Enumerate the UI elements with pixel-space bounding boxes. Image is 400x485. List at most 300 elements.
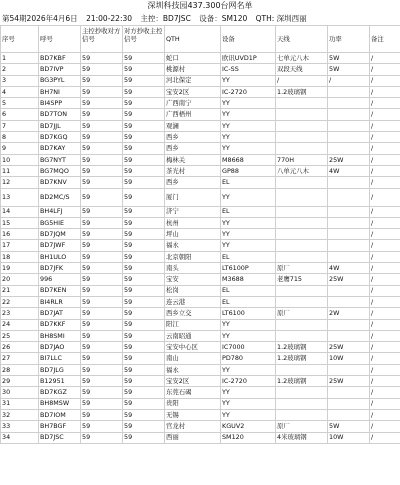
- table-row: [1, 240, 400, 251]
- cell-rst-sent: 59: [81, 432, 123, 443]
- cell-no: 16: [1, 229, 39, 240]
- cell-rst-sent: 59: [81, 274, 123, 285]
- cell-remarks: /: [370, 353, 400, 364]
- cell-equipment: 欧讯UVD1P: [221, 53, 276, 64]
- cell-qth: 无锡: [165, 409, 221, 420]
- cell-call: BH4LFJ: [39, 206, 81, 217]
- cell-qth: 济宁: [165, 206, 221, 217]
- cell-rst-recv: 59: [123, 64, 165, 75]
- cell-remarks: /: [370, 240, 400, 251]
- cell-no: 12: [1, 177, 39, 188]
- cell-antenna: 七单元八木: [276, 53, 328, 64]
- cell-power: [328, 132, 370, 143]
- cell-call: BG5HIE: [39, 217, 81, 228]
- cell-qth: 阳江: [165, 319, 221, 330]
- cell-no: 20: [1, 274, 39, 285]
- cell-call: BD7KNV: [39, 177, 81, 188]
- cell-remarks: /: [370, 53, 400, 64]
- cell-power: 5W: [328, 421, 370, 432]
- cell-call: BD2MC/S: [39, 188, 81, 206]
- cell-rst-recv: 59: [123, 251, 165, 262]
- cell-remarks: /: [370, 387, 400, 398]
- cell-equipment: YY: [221, 98, 276, 109]
- header-remarks: 备注: [370, 26, 400, 53]
- cell-antenna: 770H: [276, 154, 328, 165]
- cell-remarks: /: [370, 285, 400, 296]
- cell-qth: 西乡: [165, 132, 221, 143]
- cell-rst-sent: 59: [81, 64, 123, 75]
- cell-call: BD7KGQ: [39, 132, 81, 143]
- cell-power: [328, 364, 370, 375]
- cell-antenna: [276, 319, 328, 330]
- header-no: 序号: [1, 26, 39, 53]
- cell-power: 25W: [328, 274, 370, 285]
- table-row: [1, 188, 400, 206]
- cell-qth: 宝安中心区: [165, 342, 221, 353]
- cell-power: [328, 285, 370, 296]
- cell-equipment: SM120: [221, 432, 276, 443]
- cell-remarks: /: [370, 132, 400, 143]
- cell-rst-sent: 59: [81, 154, 123, 165]
- cell-remarks: /: [370, 319, 400, 330]
- cell-equipment: EL: [221, 206, 276, 217]
- cell-remarks: /: [370, 409, 400, 420]
- table-row: [1, 75, 400, 86]
- cell-remarks: /: [370, 364, 400, 375]
- table-header-row: [1, 26, 400, 53]
- cell-no: 19: [1, 263, 39, 274]
- cell-qth: 宝安2区: [165, 376, 221, 387]
- cell-call: BD7KGZ: [39, 387, 81, 398]
- cell-rst-recv: 59: [123, 421, 165, 432]
- cell-rst-recv: 59: [123, 109, 165, 120]
- cell-power: 10W: [328, 432, 370, 443]
- cell-call: BD7KKF: [39, 319, 81, 330]
- sheet-title: 深圳科技园437.300台网名单: [147, 1, 253, 10]
- cell-antenna: [276, 143, 328, 154]
- cell-no: 32: [1, 409, 39, 420]
- table-row: [1, 251, 400, 262]
- table-row: [1, 308, 400, 319]
- table-row: [1, 154, 400, 165]
- cell-call: BG7MQO: [39, 165, 81, 176]
- cell-qth: 松岗: [165, 285, 221, 296]
- cell-qth: 宝安2区: [165, 86, 221, 97]
- table-row: [1, 53, 400, 64]
- cell-power: [328, 206, 370, 217]
- table-row: [1, 409, 400, 420]
- cell-call: BG3PYL: [39, 75, 81, 86]
- cell-no: 28: [1, 364, 39, 375]
- host-qth: QTH: 深圳西丽: [255, 14, 307, 23]
- table-row: [1, 364, 400, 375]
- cell-antenna: 双段天线: [276, 64, 328, 75]
- cell-power: [328, 188, 370, 206]
- cell-rst-recv: 59: [123, 206, 165, 217]
- cell-no: 21: [1, 285, 39, 296]
- table-row: [1, 206, 400, 217]
- cell-antenna: 老鹰715: [276, 274, 328, 285]
- cell-no: 31: [1, 398, 39, 409]
- cell-rst-recv: 59: [123, 296, 165, 307]
- cell-qth: 北京朝阳: [165, 251, 221, 262]
- cell-call: B12951: [39, 376, 81, 387]
- host-equipment: 设备：SM120: [199, 14, 248, 23]
- cell-equipment: GP88: [221, 165, 276, 176]
- table-row: [1, 86, 400, 97]
- cell-qth: 东莞石碣: [165, 387, 221, 398]
- roster-body: [1, 53, 400, 444]
- table-row: [1, 143, 400, 154]
- cell-rst-recv: 59: [123, 376, 165, 387]
- cell-power: [328, 387, 370, 398]
- cell-call: BD7JWF: [39, 240, 81, 251]
- table-row: [1, 421, 400, 432]
- cell-equipment: M3688: [221, 274, 276, 285]
- cell-power: [328, 120, 370, 131]
- cell-call: BD7IOM: [39, 409, 81, 420]
- cell-remarks: /: [370, 263, 400, 274]
- cell-equipment: LT6100P: [221, 263, 276, 274]
- cell-no: 13: [1, 188, 39, 206]
- cell-remarks: /: [370, 206, 400, 217]
- cell-rst-recv: 59: [123, 98, 165, 109]
- session-time: 21:00-22:30: [86, 14, 133, 23]
- cell-power: 25W: [328, 342, 370, 353]
- cell-qth: 宝安: [165, 274, 221, 285]
- cell-remarks: /: [370, 154, 400, 165]
- cell-call: BG7NYT: [39, 154, 81, 165]
- cell-call: BD7KEN: [39, 285, 81, 296]
- table-row: [1, 319, 400, 330]
- header-rst-recv: 对方抄收主控信号: [123, 26, 165, 53]
- cell-call: BI7LLC: [39, 353, 81, 364]
- cell-call: BH1ULO: [39, 251, 81, 262]
- cell-qth: 广西梧州: [165, 109, 221, 120]
- cell-remarks: /: [370, 188, 400, 206]
- cell-no: 6: [1, 109, 39, 120]
- cell-call: BD7KAY: [39, 143, 81, 154]
- cell-rst-sent: 59: [81, 376, 123, 387]
- cell-rst-recv: 59: [123, 398, 165, 409]
- cell-qth: 贵阳: [165, 398, 221, 409]
- cell-antenna: [276, 330, 328, 341]
- cell-antenna: [276, 409, 328, 420]
- table-row: [1, 274, 400, 285]
- cell-antenna: [276, 387, 328, 398]
- cell-rst-sent: 59: [81, 165, 123, 176]
- header-equipment: 设备: [221, 26, 276, 53]
- cell-qth: 西丽: [165, 432, 221, 443]
- cell-call: BD7JAO: [39, 342, 81, 353]
- cell-remarks: /: [370, 120, 400, 131]
- cell-rst-recv: 59: [123, 217, 165, 228]
- cell-equipment: LT6100: [221, 308, 276, 319]
- cell-remarks: /: [370, 143, 400, 154]
- cell-rst-sent: 59: [81, 421, 123, 432]
- cell-qth: 河北保定: [165, 75, 221, 86]
- cell-equipment: YY: [221, 330, 276, 341]
- cell-rst-recv: 59: [123, 409, 165, 420]
- cell-qth: 坪山: [165, 229, 221, 240]
- cell-call: BD7JJL: [39, 120, 81, 131]
- cell-call: BI4RLR: [39, 296, 81, 307]
- cell-rst-sent: 59: [81, 342, 123, 353]
- cell-rst-recv: 59: [123, 285, 165, 296]
- cell-rst-recv: 59: [123, 240, 165, 251]
- cell-antenna: 1.2玻璃钢: [276, 376, 328, 387]
- cell-rst-recv: 59: [123, 364, 165, 375]
- cell-call: BH7BGF: [39, 421, 81, 432]
- cell-equipment: YY: [221, 240, 276, 251]
- session-info: [0, 12, 400, 25]
- table-row: [1, 387, 400, 398]
- cell-remarks: /: [370, 229, 400, 240]
- cell-power: 10W: [328, 353, 370, 364]
- cell-qth: 西乡: [165, 143, 221, 154]
- cell-remarks: /: [370, 376, 400, 387]
- table-row: [1, 285, 400, 296]
- cell-rst-recv: 59: [123, 188, 165, 206]
- cell-qth: 杭州: [165, 217, 221, 228]
- cell-rst-sent: 59: [81, 353, 123, 364]
- cell-antenna: [276, 364, 328, 375]
- cell-antenna: [276, 296, 328, 307]
- cell-rst-sent: 59: [81, 240, 123, 251]
- cell-rst-recv: 59: [123, 120, 165, 131]
- cell-antenna: 八单元八木: [276, 165, 328, 176]
- table-row: [1, 132, 400, 143]
- cell-rst-sent: 59: [81, 296, 123, 307]
- cell-power: [328, 143, 370, 154]
- cell-no: 5: [1, 98, 39, 109]
- cell-equipment: YY: [221, 75, 276, 86]
- cell-remarks: /: [370, 165, 400, 176]
- cell-rst-sent: 59: [81, 86, 123, 97]
- cell-remarks: /: [370, 274, 400, 285]
- cell-no: 29: [1, 376, 39, 387]
- cell-antenna: /: [276, 75, 328, 86]
- cell-antenna: [276, 229, 328, 240]
- cell-remarks: /: [370, 86, 400, 97]
- cell-antenna: [276, 240, 328, 251]
- cell-call: BD7JQM: [39, 229, 81, 240]
- cell-rst-sent: 59: [81, 251, 123, 262]
- cell-antenna: [276, 206, 328, 217]
- cell-call: BD7KBF: [39, 53, 81, 64]
- cell-rst-sent: 59: [81, 120, 123, 131]
- cell-equipment: YY: [221, 398, 276, 409]
- cell-qth: 福永: [165, 240, 221, 251]
- header-qth: QTH: [165, 26, 221, 53]
- cell-call: BD7JSC: [39, 432, 81, 443]
- cell-equipment: IC7000: [221, 342, 276, 353]
- cell-rst-recv: 59: [123, 330, 165, 341]
- cell-power: 4W: [328, 165, 370, 176]
- cell-no: 27: [1, 353, 39, 364]
- cell-no: 34: [1, 432, 39, 443]
- table-row: [1, 98, 400, 109]
- table-row: [1, 177, 400, 188]
- cell-rst-sent: 59: [81, 409, 123, 420]
- cell-remarks: /: [370, 342, 400, 353]
- cell-qth: 南头: [165, 263, 221, 274]
- table-row: [1, 109, 400, 120]
- table-row: [1, 432, 400, 443]
- table-row: [1, 376, 400, 387]
- cell-equipment: YY: [221, 109, 276, 120]
- cell-no: 3: [1, 75, 39, 86]
- cell-antenna: 1.2玻璃钢: [276, 353, 328, 364]
- cell-qth: 梅林关: [165, 154, 221, 165]
- cell-call: BD7JFK: [39, 263, 81, 274]
- cell-rst-sent: 59: [81, 285, 123, 296]
- cell-rst-recv: 59: [123, 353, 165, 364]
- cell-antenna: [276, 251, 328, 262]
- cell-rst-recv: 59: [123, 132, 165, 143]
- cell-power: [328, 98, 370, 109]
- cell-antenna: [276, 177, 328, 188]
- cell-no: 24: [1, 319, 39, 330]
- cell-power: [328, 296, 370, 307]
- table-row: [1, 353, 400, 364]
- cell-call: BI4SPP: [39, 98, 81, 109]
- cell-qth: 蛇口: [165, 53, 221, 64]
- cell-rst-sent: 59: [81, 98, 123, 109]
- cell-qth: 西乡立交: [165, 308, 221, 319]
- cell-antenna: 1.2玻璃钢: [276, 86, 328, 97]
- cell-equipment: EL: [221, 177, 276, 188]
- cell-qth: 茶光村: [165, 165, 221, 176]
- cell-equipment: YY: [221, 409, 276, 420]
- cell-call: BD7TON: [39, 109, 81, 120]
- cell-rst-sent: 59: [81, 308, 123, 319]
- header-rst-sent: 主控抄收对方信号: [81, 26, 123, 53]
- cell-qth: 广西南宁: [165, 98, 221, 109]
- cell-remarks: /: [370, 109, 400, 120]
- table-row: [1, 342, 400, 353]
- cell-rst-sent: 59: [81, 398, 123, 409]
- table-row: [1, 398, 400, 409]
- cell-call: BD7JAT: [39, 308, 81, 319]
- cell-no: 26: [1, 342, 39, 353]
- cell-no: 17: [1, 240, 39, 251]
- cell-equipment: YY: [221, 217, 276, 228]
- cell-no: 10: [1, 154, 39, 165]
- cell-antenna: [276, 188, 328, 206]
- session-date: 第54期2026年4月6日: [2, 14, 78, 23]
- cell-rst-recv: 59: [123, 143, 165, 154]
- cell-rst-recv: 59: [123, 75, 165, 86]
- cell-no: 22: [1, 296, 39, 307]
- cell-equipment: YY: [221, 229, 276, 240]
- cell-power: [328, 398, 370, 409]
- cell-rst-recv: 59: [123, 229, 165, 240]
- cell-rst-recv: 59: [123, 387, 165, 398]
- cell-no: 1: [1, 53, 39, 64]
- cell-rst-sent: 59: [81, 387, 123, 398]
- cell-rst-recv: 59: [123, 53, 165, 64]
- table-row: [1, 64, 400, 75]
- cell-power: [328, 240, 370, 251]
- cell-power: [328, 251, 370, 262]
- cell-rst-sent: 59: [81, 109, 123, 120]
- cell-rst-sent: 59: [81, 229, 123, 240]
- cell-call: 996: [39, 274, 81, 285]
- cell-rst-recv: 59: [123, 165, 165, 176]
- cell-rst-recv: 59: [123, 432, 165, 443]
- cell-power: [328, 319, 370, 330]
- cell-power: [328, 177, 370, 188]
- cell-remarks: /: [370, 75, 400, 86]
- cell-rst-sent: 59: [81, 188, 123, 206]
- cell-antenna: 1.2玻璃钢: [276, 342, 328, 353]
- cell-equipment: YY: [221, 188, 276, 206]
- cell-qth: 官龙村: [165, 421, 221, 432]
- cell-no: 7: [1, 120, 39, 131]
- cell-antenna: [276, 120, 328, 131]
- cell-rst-recv: 59: [123, 263, 165, 274]
- cell-antenna: 原厂: [276, 421, 328, 432]
- cell-power: 4W: [328, 263, 370, 274]
- cell-rst-sent: 59: [81, 217, 123, 228]
- cell-call: BH8SMI: [39, 330, 81, 341]
- table-row: [1, 217, 400, 228]
- cell-qth: 连云港: [165, 296, 221, 307]
- table-row: [1, 120, 400, 131]
- cell-equipment: M8668: [221, 154, 276, 165]
- cell-qth: 云南昭通: [165, 330, 221, 341]
- cell-power: [328, 217, 370, 228]
- cell-equipment: YY: [221, 319, 276, 330]
- cell-call: BD7JLG: [39, 364, 81, 375]
- header-power: 功率: [328, 26, 370, 53]
- cell-antenna: 4米玻璃钢: [276, 432, 328, 443]
- cell-power: [328, 409, 370, 420]
- header-call: 呼号: [39, 26, 81, 53]
- cell-rst-recv: 59: [123, 319, 165, 330]
- cell-qth: 桃源村: [165, 64, 221, 75]
- cell-equipment: YY: [221, 364, 276, 375]
- cell-rst-recv: 59: [123, 308, 165, 319]
- cell-power: /: [328, 75, 370, 86]
- cell-qth: 福永: [165, 364, 221, 375]
- cell-antenna: [276, 98, 328, 109]
- cell-rst-sent: 59: [81, 75, 123, 86]
- cell-rst-sent: 59: [81, 319, 123, 330]
- cell-power: 5W: [328, 64, 370, 75]
- table-row: [1, 229, 400, 240]
- table-row: [1, 263, 400, 274]
- cell-rst-sent: 59: [81, 177, 123, 188]
- cell-power: [328, 229, 370, 240]
- cell-equipment: YY: [221, 143, 276, 154]
- cell-qth: 南山: [165, 353, 221, 364]
- cell-no: 33: [1, 421, 39, 432]
- cell-rst-recv: 59: [123, 154, 165, 165]
- cell-remarks: /: [370, 398, 400, 409]
- cell-antenna: [276, 132, 328, 143]
- cell-rst-sent: 59: [81, 53, 123, 64]
- table-row: [1, 296, 400, 307]
- cell-power: 5W: [328, 53, 370, 64]
- cell-equipment: YY: [221, 120, 276, 131]
- cell-no: 11: [1, 165, 39, 176]
- cell-power: 25W: [328, 154, 370, 165]
- cell-equipment: IC-SS: [221, 64, 276, 75]
- cell-rst-sent: 59: [81, 330, 123, 341]
- cell-rst-sent: 59: [81, 132, 123, 143]
